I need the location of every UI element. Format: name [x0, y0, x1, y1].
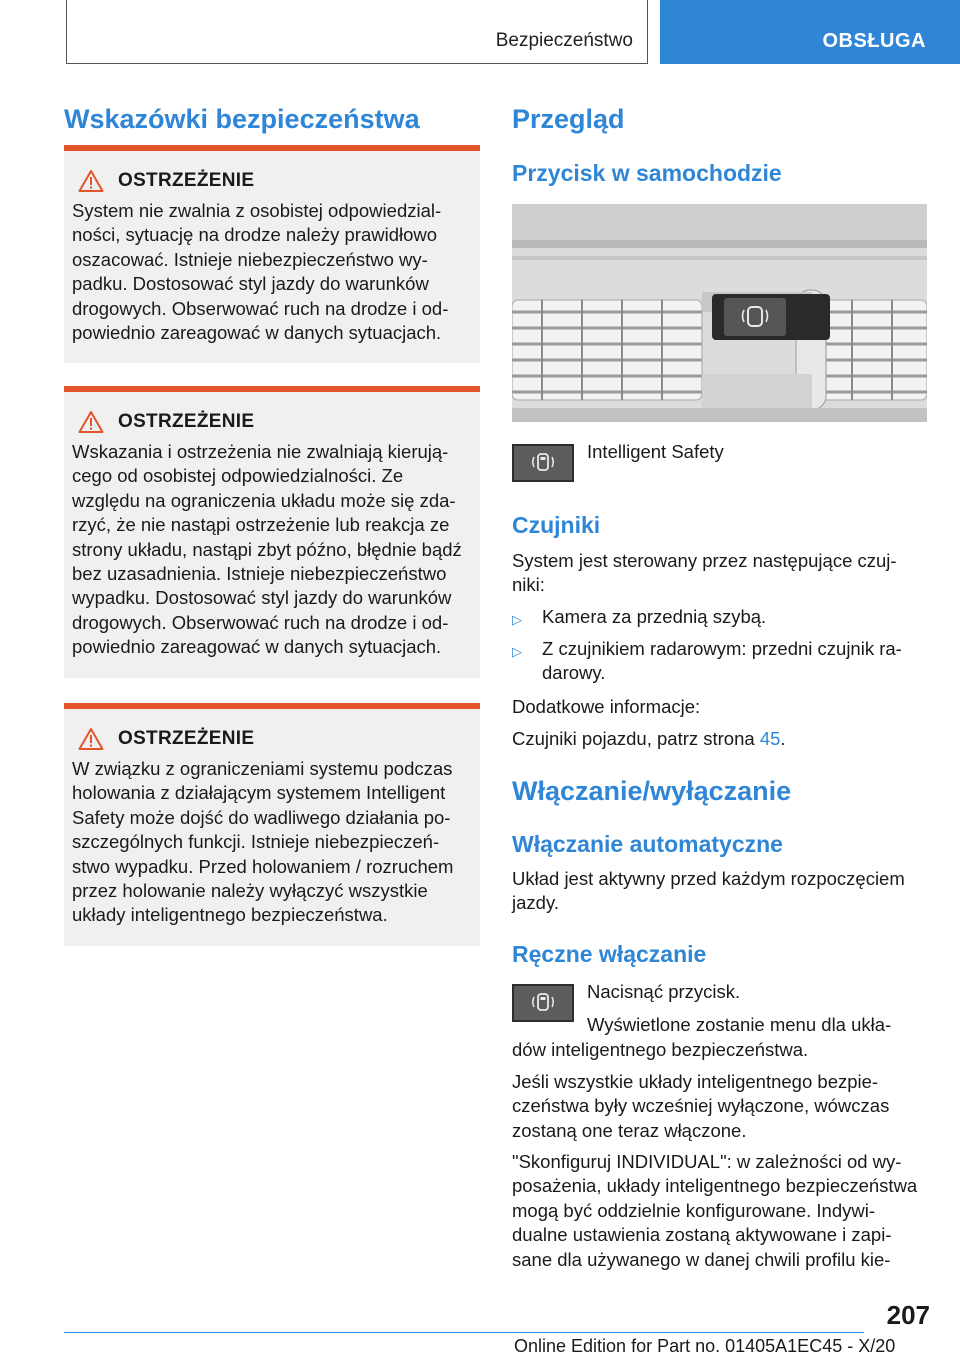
- button-caption: Intelligent Safety: [587, 441, 724, 462]
- warning-box-2: [64, 386, 480, 678]
- button-heading: Przycisk w samochodzie: [512, 160, 782, 186]
- more-info-label: Dodatkowe informacje:: [512, 696, 701, 717]
- warning-text: Wskazania i ostrzeżenia nie zwalniają kierują- cego od osobistej odpowiedzialności. Ze względu na ograniczenia układu może się zda- rzyć, że nie nastąpi ostrzeżenie lub reakcja ze strony układu, nastąpi zbyt późno, błędnie bądź bez uzasadnienia. Istnieje niebezpieczeństwo wypadku. Dostosować styl jazdy do warunków drogowych. Obserwować ruch na drodze i od- powiednio zareagować w danych sytuacjach.: [72, 441, 462, 658]
- warning-label: OSTRZEŻENIE: [118, 728, 255, 749]
- footer-divider: [64, 1332, 864, 1333]
- header-section-title: Bezpieczeństwo: [495, 30, 633, 51]
- bullet-triangle-icon: ▷: [512, 644, 522, 659]
- header-section: [66, 0, 648, 64]
- warning-text: System nie zwalnia z osobistej odpowiedzial- ności, sytuację na drodze należy prawidłowo oszacować. Istnieje niebezpieczeństwo wy- padku. Dostosować styl jazdy do warunków drogowych. Obserwować ruch na drodze i od- powiednio zareagować w danych sytuacjach.: [72, 200, 449, 344]
- warning-label: OSTRZEŻENIE: [118, 411, 255, 432]
- safety-notes-title: Wskazówki bezpieczeństwa: [64, 104, 420, 134]
- warning-box-3: [64, 703, 480, 946]
- warning-text: W związku z ograniczeniami systemu podczas holowania z działającym systemem Intelligent Safety może dojść do wadliwego działania po- szczególnych funkcji. Istnieje niebezpieczeń- stwo wypadku. Przed holowaniem / rozruchem przez holowanie należy wyłączyć wszystkie układy inteligentnego bezpieczeństwa.: [72, 758, 454, 926]
- manual-step: Nacisnąć przycisk.: [587, 981, 741, 1002]
- page-number: 207: [886, 1300, 930, 1330]
- dashboard-button-photo: [512, 204, 927, 422]
- header-chapter-tab[interactable]: [660, 0, 960, 64]
- page-link[interactable]: 45: [759, 728, 781, 749]
- onoff-heading: Włączanie/wyłączanie: [512, 776, 792, 806]
- intelligent-safety-button-icon: [512, 444, 574, 482]
- auto-heading: Włączanie automatyczne: [512, 831, 783, 857]
- list-item: ▷ Kamera za przednią szybą.: [512, 605, 930, 632]
- overview-title: Przegląd: [512, 104, 625, 134]
- warning-triangle-icon: [78, 410, 104, 434]
- intelligent-safety-button-icon: [512, 984, 574, 1022]
- warning-box-1: [64, 145, 480, 363]
- bullet-triangle-icon: ▷: [512, 612, 522, 627]
- sensors-intro: System jest sterowany przez następujące czuj- niki:: [512, 550, 897, 596]
- manual-paragraph-2: Jeśli wszystkie układy inteligentnego bezpie- czeństwa były wcześniej wyłączone, wówczas zostaną one teraz włączone.: [512, 1071, 890, 1141]
- warning-triangle-icon: [78, 727, 104, 751]
- manual-line-2: dów inteligentnego bezpieczeństwa.: [512, 1039, 809, 1060]
- manual-line-1: Wyświetlone zostanie menu dla ukła-: [587, 1014, 892, 1035]
- footer-edition: Online Edition for Part no. 01405A1EC45 - X/20: [514, 1336, 896, 1356]
- header-chapter-label: OBSŁUGA: [822, 30, 926, 52]
- manual-heading: Ręczne włączanie: [512, 941, 707, 967]
- warning-label: OSTRZEŻENIE: [118, 170, 255, 191]
- sensors-reference: Czujniki pojazdu, patrz strona 45.: [512, 728, 786, 749]
- sensors-heading: Czujniki: [512, 512, 601, 538]
- manual-paragraph-3: "Skonfiguruj INDIVIDUAL": w zależności od wy- posażenia, układy inteligentnego bezpieczeństwa mogą być oddzielnie konfigurowane. Indywi- dualne ustawienia zostaną aktywowane i zapi- sane dla używanego w danej chwili profilu kie-: [512, 1151, 918, 1270]
- list-item: ▷ Z czujnikiem radarowym: przedni czujnik ra- darowy.: [512, 637, 930, 686]
- auto-text: Układ jest aktywny przed każdym rozpoczęciem jazdy.: [512, 868, 905, 914]
- warning-triangle-icon: [78, 169, 104, 193]
